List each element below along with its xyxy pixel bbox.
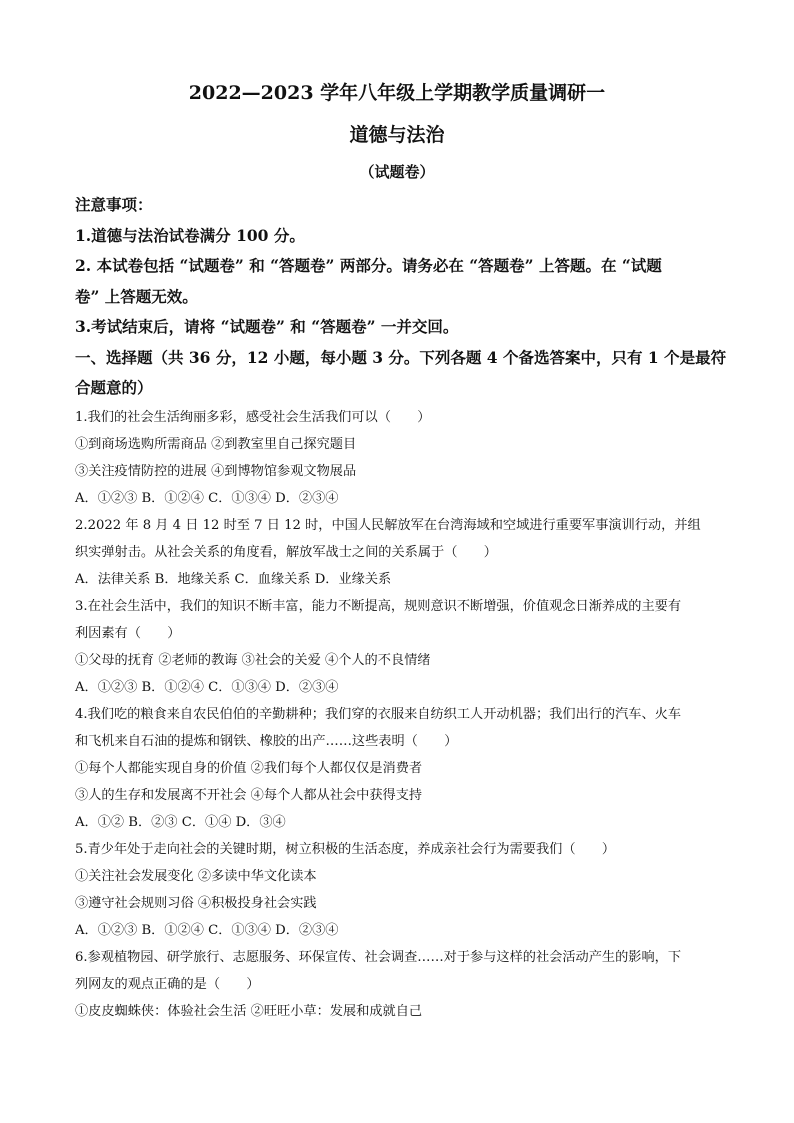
question-line: 5.青少年处于走向社会的关键时期，树立积极的生活态度，养成亲社会行为需要我们（ ） xyxy=(75,842,616,857)
question-line: A．法律关系 B．地缘关系 C．血缘关系 D．业缘关系 xyxy=(75,572,392,587)
question-line: ①关注社会发展变化 ②多读中华文化读本 xyxy=(75,869,317,884)
exam-title: 2022—2023 学年八年级上学期教学质量调研一 xyxy=(188,82,606,104)
question-line: ③人的生存和发展离不开社会 ④每个人都从社会中获得支持 xyxy=(75,788,423,803)
notice-item: 2. 本试卷包括 “试题卷” 和 “答题卷” 两部分。请务必在 “答题卷” 上答题。在 “试题 xyxy=(75,256,662,275)
question-line: 2.2022 年 8 月 4 日 12 时至 7 日 12 时，中国人民解放军在台湾海域和空域进行重要军事演训行动，并组 xyxy=(75,518,701,533)
subject-title: 道德与法治 xyxy=(349,124,445,146)
question-line: 织实弹射击。从社会关系的角度看，解放军战士之间的关系属于（ ） xyxy=(75,545,497,560)
question-line: ①皮皮蜘蛛侠：体验社会生活 ②旺旺小草：发展和成就自己 xyxy=(75,1004,423,1019)
question-line: 1.我们的社会生活绚丽多彩，感受社会生活我们可以（ ） xyxy=(75,410,431,425)
question-line: 3.在社会生活中，我们的知识不断丰富，能力不断提高，规则意识不断增强，价值观念日渐养成的主要有 xyxy=(75,599,682,614)
question-line: ①到商场选购所需商品 ②到教室里自己探究题目 xyxy=(75,437,357,452)
question-line: A．①②③ B．①②④ C．①③④ D．②③④ xyxy=(75,923,339,938)
section-heading xyxy=(75,343,725,403)
notice-heading: 注意事项： xyxy=(75,195,153,214)
question-line: 6.参观植物园、研学旅行、志愿服务、环保宣传、社会调查……对于参与这样的社会活动产生的影响，下 xyxy=(75,950,682,965)
notice-item: 3.考试结束后，请将 “试题卷” 和 “答题卷” 一并交回。 xyxy=(75,317,459,336)
question-line: ①每个人都能实现自身的价值 ②我们每个人都仅仅是消费者 xyxy=(75,761,423,776)
paper-type-label: （试题卷） xyxy=(359,163,435,181)
question-line: ①父母的抚育 ②老师的教诲 ③社会的关爱 ④个人的不良情绪 xyxy=(75,653,431,668)
question-line: 和飞机来自石油的提炼和钢铁、橡胶的出产……这些表明（ ） xyxy=(75,734,458,749)
question-line: A．①②③ B．①②④ C．①③④ D．②③④ xyxy=(75,491,339,506)
section-heading-line: 一、选择题（共 36 分，12 小题，每小题 3 分。下列各题 4 个备选答案中，只有 1 个是最符 xyxy=(75,348,727,367)
notice-block xyxy=(75,190,725,343)
question-line: A．①②③ B．①②④ C．①③④ D．②③④ xyxy=(75,680,339,695)
notice-item: 卷” 上答题无效。 xyxy=(75,286,198,306)
question-line: 利因素有（ ） xyxy=(75,626,181,641)
notice-item: 1.道德与法治试卷满分 100 分。 xyxy=(75,225,305,245)
question-line: 4.我们吃的粮食来自农民伯伯的辛勤耕种；我们穿的衣服来自纺织工人开动机器；我们出行的汽车、火车 xyxy=(75,707,682,722)
question-line: ③遵守社会规则习俗 ④积极投身社会实践 xyxy=(75,896,317,911)
section-heading-line: 合题意的） xyxy=(75,378,153,397)
question-line: A．①② B．②③ C．①④ D．③④ xyxy=(75,815,286,830)
question-line: ③关注疫情防控的进展 ④到博物馆参观文物展品 xyxy=(75,464,357,479)
question-list xyxy=(75,404,725,1025)
question-line: 列网友的观点正确的是（ ） xyxy=(75,977,260,992)
